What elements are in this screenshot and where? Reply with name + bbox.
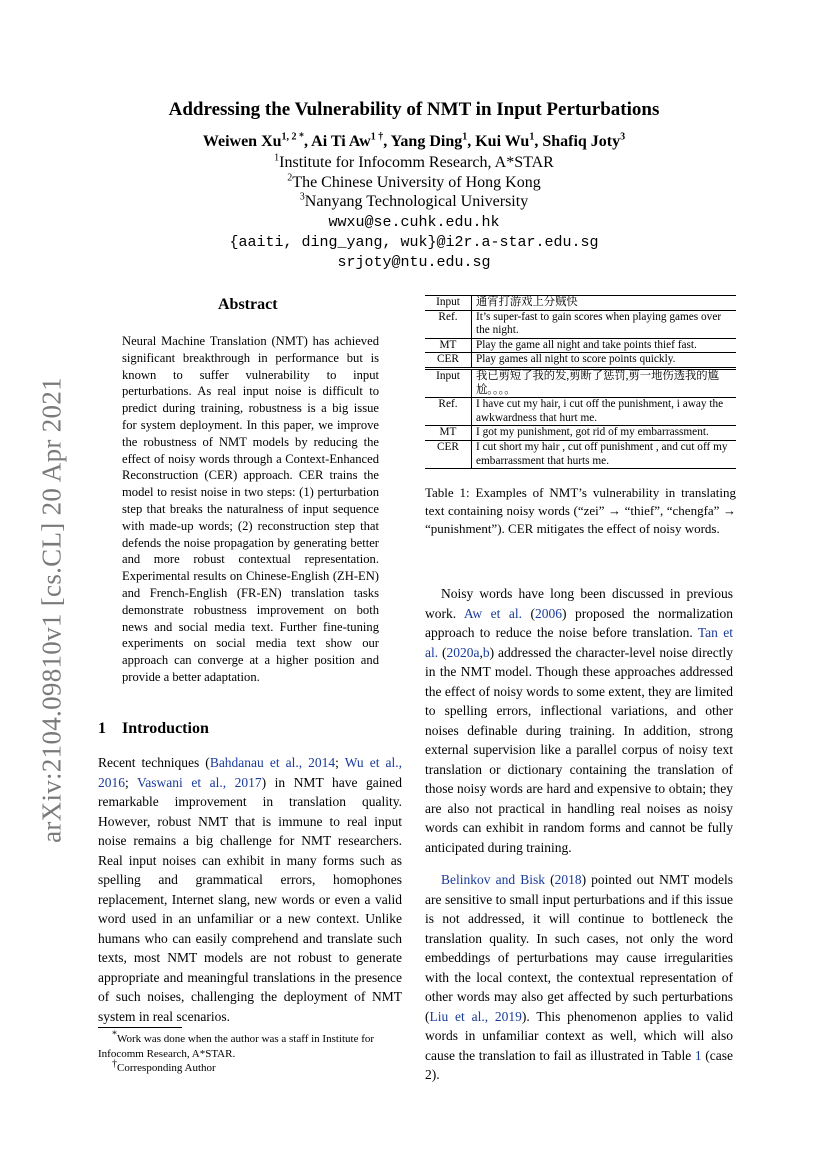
- author-sep: ,: [467, 133, 476, 150]
- footnote-text: Work was done when the author was a staff in Institute for Infocomm Research, A*STAR.: [98, 1033, 375, 1060]
- email: {aaiti, ding_yang, wuk}@i2r.a-star.edu.sg: [229, 234, 599, 251]
- affiliation-text: The Chinese University of Hong Kong: [292, 174, 541, 191]
- affiliation-sup: 3: [299, 191, 305, 203]
- author-sep: ,: [304, 133, 312, 150]
- table-row: [425, 368, 736, 397]
- abstract-text: Neural Machine Translation (NMT) has achieved significant breakthrough in performance but is known to suffer vulnerability to input perturbations. As real input noise is difficult to predict during training, robustness is a big issue for system deployment. In this paper, we improve the robustness of NMT models by reducing the effect of noisy words through a Context-Enhanced Reconstruction (CER) approach. CER trains the model to resist noise in two steps: (1) perturbation step that breaks the naturalness of input sequence with made-up words; (2) reconstruction step that defends the noise propagation by generating better and more robust contextual representation. Experimental results on Chinese-English (ZH-EN) and French-English (FR-EN) translation tasks demonstrate robustness improvement on both news and social media text. Further fine-tuning experiments on social media text show our approach can converge at a higher position and provide a better adaptation.: [122, 334, 379, 684]
- intro-paragraph: [98, 753, 402, 1026]
- row-text: I have cut my hair, i cut off the punishment, i away the awkwardness that hurt me.: [472, 398, 737, 426]
- text-run: ;: [335, 755, 345, 770]
- text-run: ) addressed the character-level noise directly in the NMT model. Though these approaches addressed the effect of noisy words to some extent, they are limited to spelling errors, inflectional variations, and other noises definable during training. In addition, strong external supervision like a parallel corpus of noisy text translation or dictionary containing the translation of those noisy words are hard and expensive to obtain; they are also not practical in handling real noises as noisy words can exhibit in random forms and cannot be fully anticipated during training.: [425, 644, 734, 855]
- affiliation-text: Nanyang Technological University: [304, 193, 529, 210]
- table-caption: Table 1: Examples of NMT’s vulnerability in translating text containing noisy words (“zei” → “thief”, “chengfa” → “punishment”). CER mitigates the effect of noisy words.: [425, 485, 736, 536]
- author-name: Yang Ding: [390, 133, 463, 150]
- row-label: Input: [425, 368, 472, 397]
- row-text: 我已剪短了我的发,剪断了惩罚,剪一地伤透我的尴尬。。。。: [472, 368, 737, 397]
- author-sup: 1: [462, 131, 468, 143]
- table-row: [425, 398, 736, 426]
- footnote-rule: [98, 1027, 182, 1028]
- row-label: MT: [425, 338, 472, 353]
- text-run: ) in NMT have gained remarkable improvement in translation quality. However, robust NMT that is immune to real input noise remains a big challenge for NMT researchers. Real input noises can exhibit in many forms such as spelling and grammatical errors, homophones replacement, Internet slang, new words or even a valid word used in an unfamiliar or a new context. Unlike humans who can easily comprehend and translate such texts, most NMT models are not robust to generate appropriate and meaningful translations in the presence of such noises, challenging the deployment of NMT system in real scenarios.: [98, 774, 402, 1024]
- text-run: ;: [125, 774, 138, 790]
- abstract-heading: Abstract: [218, 296, 278, 313]
- section-heading-introduction: [98, 720, 209, 738]
- footnote-mark: *: [112, 1029, 117, 1041]
- email: wwxu@se.cuhk.edu.hk: [328, 214, 500, 231]
- author-sup: 1: [529, 131, 535, 143]
- table-row: [425, 440, 736, 468]
- footnote: [98, 1029, 402, 1062]
- author-name: Ai Ti Aw: [311, 133, 371, 150]
- author-sep: ,: [383, 133, 391, 150]
- citation-link[interactable]: b: [482, 644, 490, 660]
- row-text: I got my punishment, got rid of my embarrassment.: [472, 426, 737, 441]
- row-label: CER: [425, 353, 472, 369]
- citation-link[interactable]: 2018: [554, 872, 582, 887]
- email: srjoty@ntu.edu.sg: [337, 254, 491, 271]
- table-row: [425, 353, 736, 369]
- row-text: 通宵打游戏上分贼快: [476, 296, 578, 308]
- section-title: Introduction: [122, 720, 209, 737]
- table-row: [425, 338, 736, 353]
- author-name: Weiwen Xu: [202, 133, 282, 150]
- footnote-mark: †: [112, 1058, 117, 1070]
- citation-link[interactable]: Aw et al.: [463, 605, 523, 621]
- text-run: ). This phenomenon applies to valid words in unfamiliar context as well, which will also cause the translation to fail as illustrated in Table: [425, 1008, 733, 1063]
- footnote-text: Corresponding Author: [117, 1062, 216, 1074]
- citation-link[interactable]: 2006: [535, 605, 563, 621]
- row-label: Ref.: [425, 398, 472, 426]
- text-run: ) pointed out NMT models are sensitive to small input perturbations and if this issue is not addressed, it will continue to bottleneck the translation quality. In such cases, not only the word embeddings of perturbations may cause irregularities with the local context, the contextual representation of other words may also get affected by such perturbations (: [425, 872, 733, 1024]
- paper-title: Addressing the Vulnerability of NMT in Input Perturbations: [168, 99, 660, 120]
- table-row: [425, 426, 736, 441]
- affiliation: [0, 154, 828, 172]
- citation-link[interactable]: Belinkov and Bisk: [441, 872, 545, 887]
- author-name: Shafiq Joty: [542, 133, 621, 150]
- row-text: Play games all night to score points quickly.: [472, 353, 737, 369]
- affiliation: [0, 174, 828, 192]
- row-text: I cut short my hair , cut off punishment , and cut off my embarrassment that hurts me.: [472, 440, 737, 468]
- affiliation-sup: 2: [287, 172, 293, 184]
- table-row: [425, 310, 736, 338]
- author-sup: 3: [620, 131, 626, 143]
- row-label: CER: [425, 440, 472, 468]
- affiliation-text: Institute for Infocomm Research, A*STAR: [279, 154, 554, 171]
- author-name: Kui Wu: [475, 133, 530, 150]
- citation-link[interactable]: Vaswani et al., 2017: [137, 774, 262, 790]
- author-sup: 1 †: [370, 131, 384, 143]
- text-run: Noisy words have long been discussed in previous work.: [425, 586, 733, 621]
- author-sep: ,: [534, 133, 543, 150]
- author-list: [0, 133, 828, 151]
- row-label: MT: [425, 426, 472, 441]
- text-run: ,: [479, 644, 483, 660]
- text-run: (: [438, 644, 447, 660]
- text-run: Recent techniques (: [98, 755, 210, 770]
- text-run: (: [522, 605, 536, 621]
- row-text: It’s super-fast to gain scores when playing games over the night.: [472, 310, 737, 338]
- arxiv-stamp: arXiv:2104.09810v1 [cs.CL] 20 Apr 2021: [36, 377, 67, 843]
- row-label: Input: [425, 296, 472, 311]
- author-sup: 1, 2 *: [281, 131, 305, 143]
- table-row: [425, 296, 736, 311]
- citation-link[interactable]: Wu et al., 2016: [98, 755, 403, 790]
- table-1: [425, 295, 736, 469]
- body-paragraph: [425, 870, 733, 1085]
- table-reference-link[interactable]: 1: [694, 1047, 702, 1063]
- row-label: Ref.: [425, 310, 472, 338]
- footnote: [98, 1058, 402, 1076]
- text-run: (case 2).: [425, 1047, 733, 1082]
- affiliation-sup: 1: [274, 152, 280, 164]
- citation-link[interactable]: Bahdanau et al., 2014: [209, 755, 336, 770]
- citation-link[interactable]: Tan et al.: [425, 625, 733, 660]
- citation-link[interactable]: 2020a: [446, 644, 480, 660]
- affiliation: [0, 193, 828, 211]
- section-number: 1: [98, 720, 106, 737]
- citation-link[interactable]: Liu et al., 2019: [429, 1008, 522, 1024]
- text-run: (: [544, 872, 555, 887]
- body-paragraph: [425, 584, 733, 857]
- text-run: ) proposed the normalization approach to reduce the noise before translation.: [425, 605, 734, 640]
- row-text: Play the game all night and take points thief fast.: [472, 338, 737, 353]
